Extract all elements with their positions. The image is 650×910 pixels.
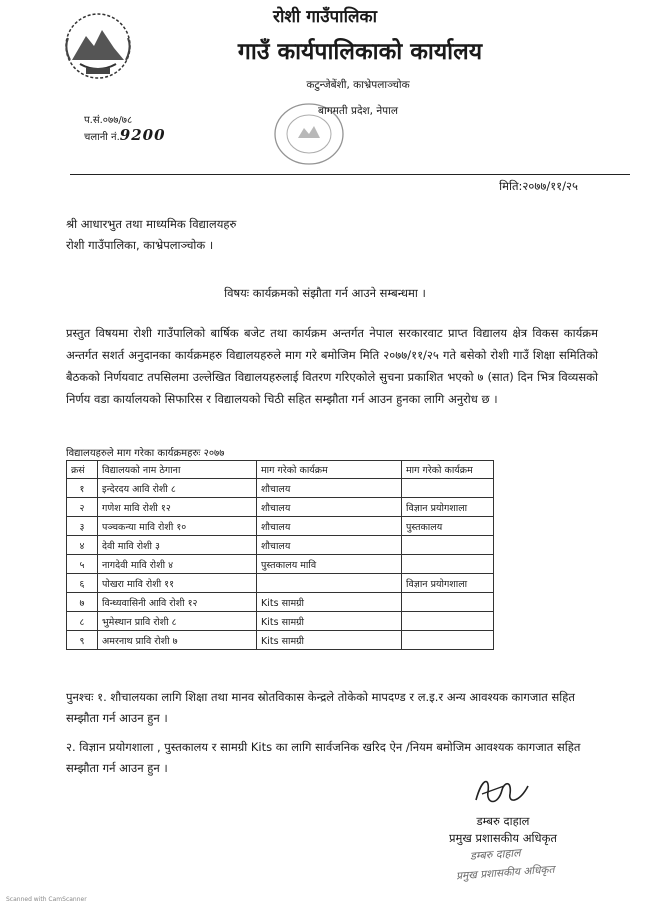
cell-program-1: Kits सामग्री <box>257 612 402 631</box>
cell-program-2: विज्ञान प्रयोगशाला <box>402 498 494 517</box>
scanner-watermark: Scanned with CamScanner <box>6 896 87 903</box>
header-divider <box>70 174 630 175</box>
cell-sn: ८ <box>67 612 98 631</box>
chalani-number: 9200 <box>119 126 166 144</box>
signatory-name: डम्बरु दाहाल <box>476 814 530 828</box>
cell-sn: ९ <box>67 631 98 650</box>
address-line-2: बागमती प्रदेश, नेपाल <box>318 105 398 117</box>
recipient-line-2: रोशी गाउँपालिका, काभ्रेपलाञ्चोक । <box>66 238 214 252</box>
cell-sn: १ <box>67 479 98 498</box>
cell-sn: ७ <box>67 593 98 612</box>
letter-date: मिति:२०७७/११/२५ <box>499 179 578 193</box>
cell-sn: ३ <box>67 517 98 536</box>
table-body <box>67 479 494 650</box>
cell-school: भुमेस्थान प्रावि रोशी ८ <box>98 612 257 631</box>
cell-school: देवी मावि रोशी ३ <box>98 536 257 555</box>
cell-program-2 <box>402 479 494 498</box>
cell-program-1: Kits सामग्री <box>257 593 402 612</box>
cell-school: अमरनाथ प्रावि रोशी ७ <box>98 631 257 650</box>
office-name: गाउँ कार्यपालिकाको कार्यालय <box>237 39 483 65</box>
letter-body: प्रस्तुत विषयमा रोशी गाउँपालिको बार्षिक बजेट तथा कार्यक्रम अन्तर्गत नेपाल सरकारवाट प्राप्त विद्यालय क्षेत्र विकस कार्यक्रम अन्तर्गत सशर्त अनुदानका कार्यक्रमहरु विद्यालयहरुले माग गरे बमोजिम मिति २०७७/११/२५ गते बसेको रोशी गाउँ शिक्षा समितिको बैठकको निर्णयवाट तपसिलमा उल्लेखित विद्यालयहरुलाई वितरण गरिएकोले सुचना प्रकाशित भएको ७ (सात) दिन भित्र विव्यसको निर्णय वडा कार्यालयको सिफारिस र विद्यालयको चिठी सहित सम्झौता गर्न आउन हुनका लागि अनुरोध छ । <box>66 326 598 406</box>
table-row <box>67 536 494 555</box>
postscript-note-1: पुनश्चः १. शौचालयका लागि शिक्षा तथा मानव स्रोतविकास केन्द्रले तोकेको मापदण्ड र ल.इ.र अन्य आवश्यक कागजात सहित सम्झौता गर्न आउन हुन । <box>66 690 575 725</box>
signatory-stamp-title: प्रमुख प्रशासकीय अधिकृत <box>455 863 555 883</box>
cell-sn: ४ <box>67 536 98 555</box>
cell-sn: ६ <box>67 574 98 593</box>
cell-program-1: पुस्तकालय मावि <box>257 555 402 574</box>
chalani-label: चलानी नं. <box>84 132 120 143</box>
cell-program-1: शौचालय <box>257 479 402 498</box>
table-caption: विद्यालयहरुले माग गरेका कार्यक्रमहरुः २०७७ <box>66 448 225 459</box>
letter-subject: विषयः कार्यक्रमको संझौता गर्न आउने सम्बन्धमा । <box>224 286 426 300</box>
signatory-stamp-name: डम्बरु दाहाल <box>469 846 522 863</box>
cell-program-1: शौचालय <box>257 536 402 555</box>
table-row <box>67 631 494 650</box>
cell-program-2 <box>402 612 494 631</box>
address-line-1: कटुन्जेबेंशी, काभ्रेपलाञ्चोक <box>306 79 410 91</box>
recipient-line-1: श्री आधारभुत तथा माध्यमिक विद्यालयहरु <box>66 217 237 231</box>
cell-school: गणेश मावि रोशी १२ <box>98 498 257 517</box>
col-header-program-2: माग गरेको कार्यक्रम <box>402 461 494 479</box>
table-row <box>67 517 494 536</box>
table-row <box>67 574 494 593</box>
cell-program-1: शौचालय <box>257 498 402 517</box>
table-row <box>67 555 494 574</box>
cell-school: इन्देरदय आवि रोशी ८ <box>98 479 257 498</box>
table-row <box>67 498 494 517</box>
table-header-row <box>67 461 494 479</box>
table-row <box>67 593 494 612</box>
cell-program-2: पुस्तकालय <box>402 517 494 536</box>
cell-school: नागदेवी मावि रोशी ४ <box>98 555 257 574</box>
col-header-program-1: माग गरेको कार्यक्रम <box>257 461 402 479</box>
cell-program-2: विज्ञान प्रयोगशाला <box>402 574 494 593</box>
program-demand-table <box>66 460 494 650</box>
chalani-number-line <box>84 126 166 144</box>
fiscal-year: प.सं.०७७/७८ <box>84 115 133 126</box>
cell-school: पोखरा मावि रोशी ११ <box>98 574 257 593</box>
cell-program-2 <box>402 593 494 612</box>
postscript-note-2: २. विज्ञान प्रयोगशाला , पुस्तकालय र सामग्री Kits का लागि सार्वजनिक खरिद ऐन /नियम बमोजिम आवश्यक कागजात सहित सम्झौता गर्न आउन हुन । <box>66 740 581 775</box>
cell-program-1: शौचालय <box>257 517 402 536</box>
cell-sn: ५ <box>67 555 98 574</box>
col-header-school: विद्यालयको नाम ठेगाना <box>98 461 257 479</box>
municipality-name: रोशी गाउँपालिका <box>273 7 377 27</box>
table-row <box>67 612 494 631</box>
cell-sn: २ <box>67 498 98 517</box>
table-row <box>67 479 494 498</box>
col-header-sn: क्रसं <box>67 461 98 479</box>
cell-school: पञ्चकन्या मावि रोशी १० <box>98 517 257 536</box>
signatory-title: प्रमुख प्रशासकीय अधिकृत <box>449 831 557 845</box>
cell-program-2 <box>402 631 494 650</box>
cell-program-1 <box>257 574 402 593</box>
cell-school: विन्ध्यवासिनी आवि रोशी १२ <box>98 593 257 612</box>
cell-program-1: Kits सामग्री <box>257 631 402 650</box>
cell-program-2 <box>402 555 494 574</box>
cell-program-2 <box>402 536 494 555</box>
handwritten-signature <box>468 772 538 812</box>
